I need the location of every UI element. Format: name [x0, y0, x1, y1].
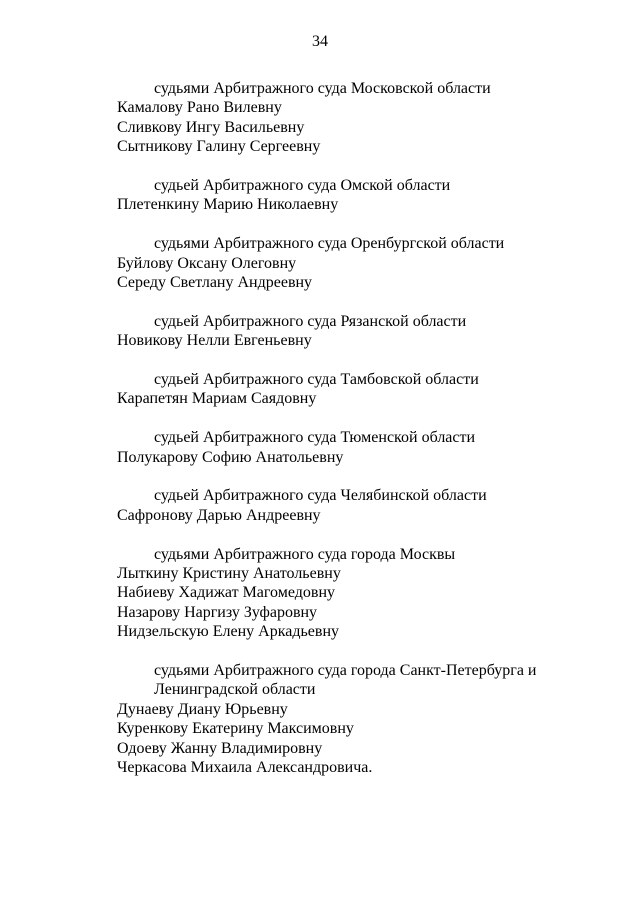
court-heading: судьями Арбитражного суда города Санкт-Петербурга и: [154, 662, 537, 680]
judge-name: Сафронову Дарью Андреевну: [117, 506, 321, 524]
judge-name: Назарову Наргизу Зуфаровну: [117, 603, 318, 621]
judge-name: Камалову Рано Вилевну: [117, 99, 282, 117]
court-section: [117, 545, 597, 642]
court-heading: судьей Арбитражного суда Тюменской области: [154, 429, 476, 447]
judge-name: Новикову Нелли Евгеньевну: [117, 332, 312, 350]
judge-name: Буйлову Оксану Олеговну: [117, 254, 297, 272]
court-heading: судьями Арбитражного суда Московской области: [154, 80, 491, 97]
court-section: [117, 79, 597, 157]
appointment-list: [117, 79, 597, 797]
court-section: [117, 370, 597, 409]
court-heading: судьей Арбитражного суда Омской области: [154, 177, 451, 195]
judge-name: Куренкову Екатерину Максимовну: [117, 720, 354, 738]
page-number: 34: [312, 33, 328, 50]
court-section: [117, 312, 597, 351]
judge-name: Середу Светлану Андреевну: [117, 274, 313, 292]
judge-name: Лыткину Кристину Анатольевну: [117, 565, 341, 583]
court-heading: судьями Арбитражного суда города Москвы: [154, 545, 456, 563]
judge-name: Одоеву Жанну Владимировну: [117, 739, 323, 757]
court-section: [117, 234, 597, 292]
judge-name: Черкасова Михаила Александровича.: [117, 759, 373, 777]
judge-name: Плетенкину Марию Николаевну: [117, 196, 339, 214]
court-heading-continuation: Ленинградской области: [154, 681, 316, 699]
judge-name: Нидзельскую Елену Аркадьевну: [117, 623, 340, 641]
court-section: [117, 486, 597, 525]
judge-name: Карапетян Мариам Саядовну: [117, 390, 317, 408]
judge-name: Сливкову Ингу Васильевну: [117, 118, 305, 136]
court-heading: судьями Арбитражного суда Оренбургской области: [154, 235, 505, 253]
judge-name: Полукарову Софию Анатольевну: [117, 448, 344, 466]
court-heading: судьей Арбитражного суда Тамбовской области: [154, 371, 479, 389]
court-section: [117, 661, 597, 777]
court-heading: судьей Арбитражного суда Челябинской области: [154, 487, 487, 505]
court-section: [117, 428, 597, 467]
judge-name: Дунаеву Диану Юрьевну: [117, 700, 288, 718]
judge-name: Набиеву Хадижат Магомедовну: [117, 584, 336, 602]
court-section: [117, 176, 597, 215]
court-heading: судьей Арбитражного суда Рязанской области: [154, 312, 467, 330]
judge-name: Сытникову Галину Сергеевну: [117, 138, 321, 156]
